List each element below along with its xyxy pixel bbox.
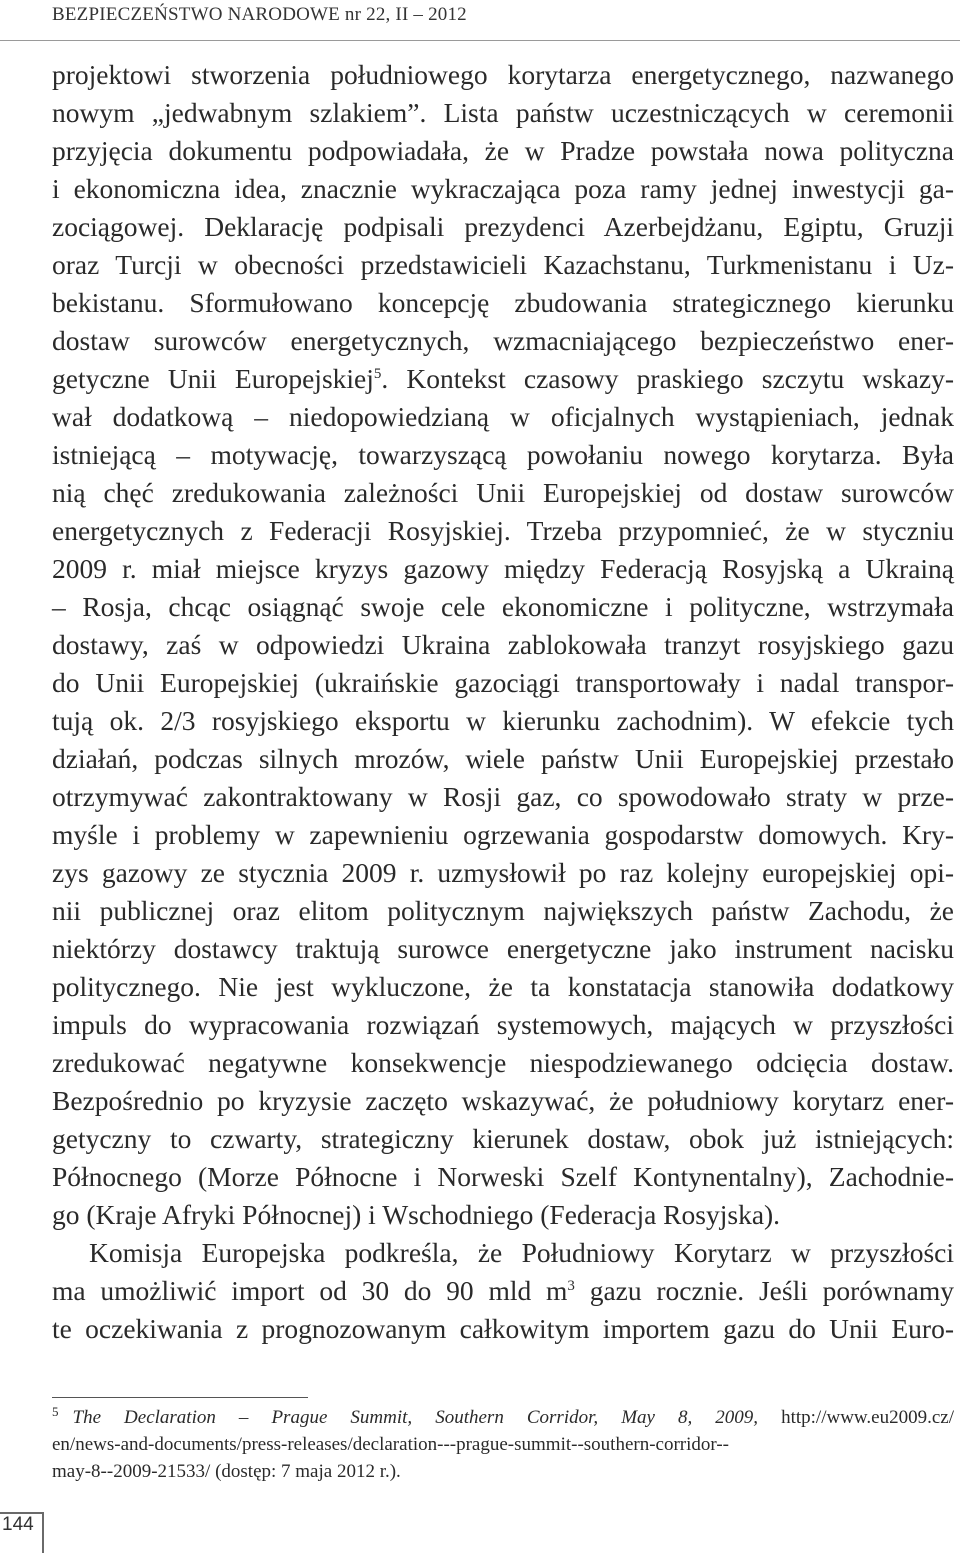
text-line: oraz Turcji w obecności przedstawicieli Kazachstanu, Turkmenistanu i Uz-: [52, 249, 954, 280]
footnote-link[interactable]: may-8--2009-21533/: [52, 1461, 211, 1482]
text-segment: . Kontekst czasowy praskiego szczytu wskazy-: [381, 363, 954, 394]
text-line: nii publicznej oraz elitom politycznym największych państw Zachodu, że: [52, 895, 954, 926]
text-line: nią chęć zredukowania zależności Unii Europejskiej od dostaw surowców: [52, 477, 954, 508]
text-line: [52, 1274, 954, 1308]
text-line: istniejącą – motywację, towarzyszącą powołaniu nowego korytarza. Była: [52, 439, 954, 470]
page-number: 144: [2, 1514, 34, 1535]
text-line: działań, podczas silnych mrozów, wiele państw Unii Europejskiej przestało: [52, 743, 954, 774]
text-line: zociągowej. Deklarację podpisali prezydenci Azerbejdżanu, Egiptu, Gruzji: [52, 211, 954, 242]
text-line: Bezpośrednio po kryzysie zaczęto wskazywać, że południowy korytarz ener-: [52, 1085, 954, 1116]
text-line: 2009 r. miał miejsce kryzys gazowy między Federacją Rosyjską a Ukrainą: [52, 553, 954, 584]
footnote-access-date: (dostęp: 7 maja 2012 r.).: [215, 1461, 401, 1482]
text-line: wał dodatkową – niedopowiedzianą w oficjalnych wystąpieniach, jednak: [52, 401, 954, 432]
text-line: [52, 362, 954, 396]
text-line: politycznego. Nie jest wykluczone, że ta konstatacja stanowiła dodatkowy: [52, 971, 954, 1002]
text-line: niektórzy dostawcy traktują surowce energetyczne jako instrument nacisku: [52, 933, 954, 964]
text-segment: gazu rocznie. Jeśli porównamy: [574, 1275, 954, 1306]
text-line: bekistanu. Sformułowano koncepcję zbudowania strategicznego kierunku: [52, 287, 954, 318]
text-segment: getyczne Unii Europejskiej: [52, 363, 374, 394]
text-line: Północnego (Morze Północne i Norweski Szelf Kontynentalny), Zachodnie-: [52, 1161, 954, 1192]
text-line: nowym „jedwabnym szlakiem”. Lista państw uczestniczących w ceremonii: [52, 97, 954, 128]
footnote-title: The Declaration – Prague Summit, Southern Corridor, May 8, 2009,: [72, 1407, 759, 1428]
footnote-number: 5: [52, 1403, 59, 1419]
footnote-link[interactable]: en/news-and-documents/press-releases/declaration---prague-summit--southern-corridor--: [52, 1434, 730, 1455]
text-line: tują ok. 2/3 rosyjskiego eksportu w kierunku zachodnim). W efekcie tych: [52, 705, 954, 736]
footnote-reference: 5: [373, 365, 382, 382]
text-line: energetycznych z Federacji Rosyjskiej. Trzeba przypomnieć, że w styczniu: [52, 515, 954, 546]
text-line: projektowi stworzenia południowego korytarza energetycznego, nazwanego: [52, 59, 954, 90]
superscript: 3: [567, 1277, 575, 1294]
text-line: Komisja Europejska podkreśla, że Południowy Korytarz w przyszłości: [89, 1237, 954, 1268]
running-header: BEZPIECZEŃSTWO NARODOWE nr 22, II – 2012: [52, 4, 467, 25]
text-line: dostaw surowców energetycznych, wzmacniającego bezpieczeństwo ener-: [52, 325, 954, 356]
text-line: impuls do wypracowania rozwiązań systemowych, mających w przyszłości: [52, 1009, 954, 1040]
header-divider: [0, 40, 960, 41]
text-line: te oczekiwania z prognozowanym całkowitym importem gazu do Unii Euro-: [52, 1313, 954, 1344]
footnote-line: [52, 1460, 954, 1484]
text-line: go (Kraje Afryki Północnej) i Wschodniego (Federacja Rosyjska).: [52, 1199, 781, 1230]
text-segment: ma umożliwić import od 30 do 90 mld m: [52, 1275, 568, 1306]
text-line: zredukować negatywne konsekwencje niespodziewanego odcięcia dostaw.: [52, 1047, 954, 1078]
text-line: do Unii Europejskiej (ukraińskie gazociągi transportowały i nadal transpor-: [52, 667, 954, 698]
text-line: otrzymywać zakontraktowany w Rosji gaz, co spowodowało straty w prze-: [52, 781, 954, 812]
text-line: – Rosja, chcąc osiągnąć swoje cele ekonomiczne i polityczne, wstrzymała: [52, 591, 954, 622]
text-line: i ekonomiczna idea, znacznie wykraczająca poza ramy jednej inwestycji ga-: [52, 173, 954, 204]
text-line: getyczny to czwarty, strategiczny kierunek dostaw, obok już istniejących:: [52, 1123, 954, 1154]
footnote-divider: [52, 1397, 308, 1398]
footnote-link[interactable]: http://www.eu2009.cz/: [781, 1407, 954, 1428]
text-line: myśle i problemy w zapewnieniu ogrzewania gospodarstw domowych. Kry-: [52, 819, 954, 850]
text-line: przyjęcia dokumentu podpowiadała, że w Pradze powstała nowa polityczna: [52, 135, 954, 166]
text-line: zys gazowy ze stycznia 2009 r. uzmysłowił po raz kolejny europejskiej opi-: [52, 857, 954, 888]
footnote-line: [52, 1403, 954, 1430]
text-line: dostawy, zaś w odpowiedzi Ukraina zablokowała tranzyt rosyjskiego gazu: [52, 629, 954, 660]
